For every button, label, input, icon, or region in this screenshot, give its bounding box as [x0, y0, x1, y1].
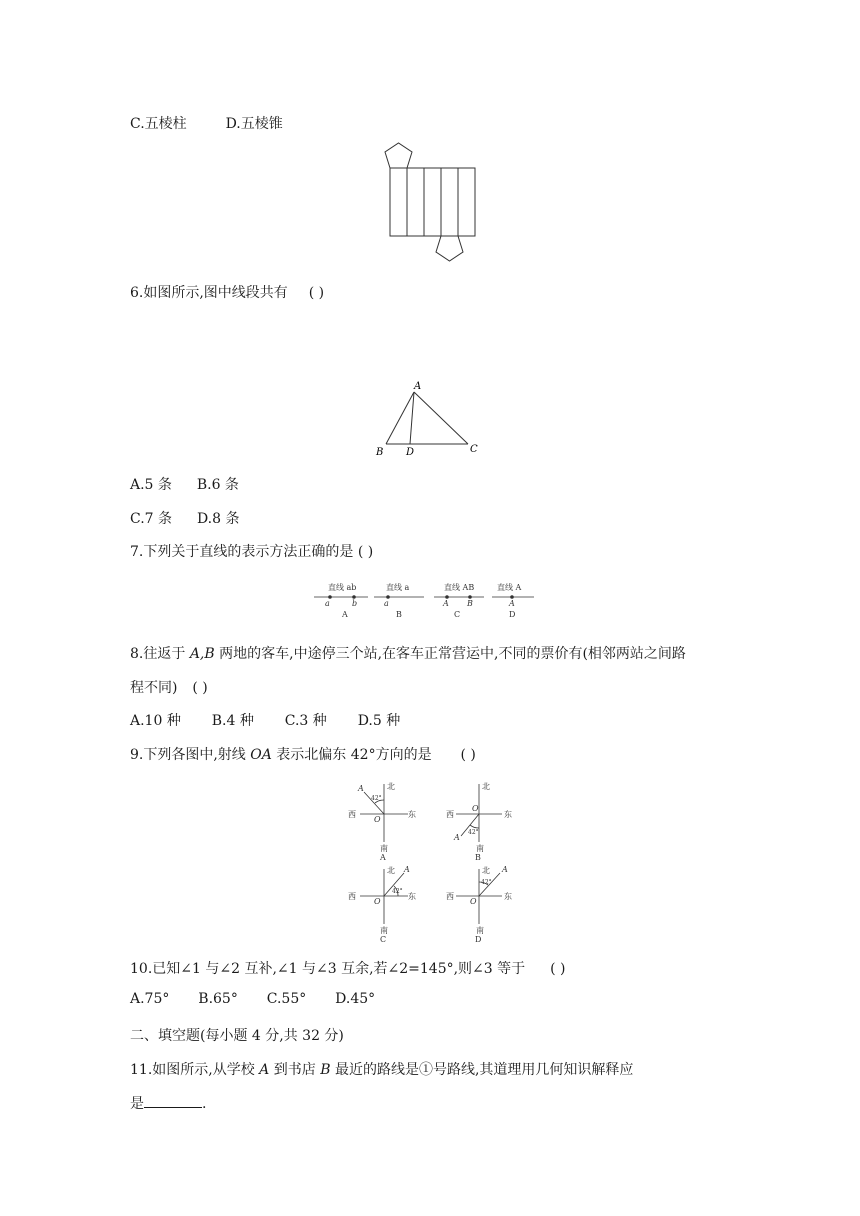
q6-answer-paren: ( )	[308, 285, 325, 301]
q7-caption-b: 直线 a	[386, 583, 410, 592]
label-c: C	[470, 444, 478, 455]
origin-label-c: O	[374, 897, 381, 906]
q10-answer-paren: ( )	[550, 961, 566, 977]
q6-option-c: C.7 条	[130, 511, 173, 527]
east-label-c: 东	[408, 892, 416, 901]
compass-panel-d	[446, 865, 512, 944]
q7-letter-d: D	[509, 610, 516, 619]
q11-stem-line2-post: .	[202, 1096, 207, 1112]
q6-stem-text: 6.如图所示,图中线段共有	[130, 285, 288, 301]
q9-answer-paren: ( )	[460, 747, 476, 763]
ray-label-d: A	[502, 865, 508, 874]
north-label-c: 北	[387, 866, 395, 875]
q8-option-d: D.5 种	[357, 713, 401, 729]
q11-stem-line1	[130, 1059, 633, 1079]
q7-caption-d: 直线 A	[497, 583, 522, 592]
q5-option-d: D.五棱锥	[225, 116, 283, 132]
q8-option-a: A.10 种	[130, 713, 181, 729]
west-label-d: 西	[446, 892, 454, 901]
q11-stem-post: 最近的路线是①号路线,其道理用几何知识解释应	[330, 1062, 634, 1078]
q11-answer-blank[interactable]	[144, 1095, 202, 1108]
q10-option-b: B.65°	[198, 991, 238, 1007]
compass-panel-b	[446, 781, 512, 862]
q7-point-b1: a	[384, 599, 389, 608]
angle-label-b: 42°	[468, 829, 479, 836]
q8-options	[130, 710, 400, 730]
line-notation-figure	[312, 578, 542, 620]
q5-option-c: C.五棱柱	[130, 116, 187, 132]
q11-stem-mid: 到书店	[269, 1062, 321, 1078]
compass-letter-c: C	[380, 935, 387, 944]
q8-stem-post: 两地的客车,中途停三个站,在客车正常营运中,不同的票价有(相邻两站之间路	[214, 646, 686, 662]
q10-option-d: D.45°	[335, 991, 376, 1007]
prism-lateral-face	[390, 168, 475, 236]
q9-stem-post: 表示北偏东 42°方向的是	[271, 747, 432, 763]
compass-letter-b: B	[475, 853, 481, 862]
q11-stem-line2	[130, 1093, 206, 1113]
label-d: D	[406, 447, 415, 458]
q7-letter-a: A	[342, 610, 348, 619]
north-label-a: 北	[387, 782, 395, 791]
q7-letter-b: B	[396, 610, 402, 619]
east-label-a: 东	[408, 810, 416, 819]
south-label-a: 南	[380, 844, 388, 853]
q7-point-c1: A	[443, 599, 449, 608]
q9-stem-ray: OA	[250, 747, 272, 763]
compass-letter-a: A	[380, 853, 386, 862]
q10-options	[130, 991, 375, 1007]
q10-stem	[130, 958, 565, 978]
q7-point-d1: A	[509, 599, 515, 608]
south-label-c: 南	[380, 926, 388, 935]
q5-options	[130, 113, 283, 133]
q8-answer-paren: ( )	[192, 680, 208, 696]
q10-stem-text: 10.已知∠1 与∠2 互补,∠1 与∠3 互余,若∠2=145°,则∠3 等于	[130, 961, 526, 977]
q6-options-row1	[130, 474, 239, 494]
q7-letter-c: C	[454, 610, 461, 619]
q9-stem	[130, 744, 476, 764]
north-label-b: 北	[482, 782, 490, 791]
bottom-pentagon	[436, 236, 463, 261]
ray-label-b: A	[454, 833, 460, 842]
q9-stem-pre: 9.下列各图中,射线	[130, 747, 251, 763]
label-a: A	[414, 381, 422, 392]
section-title: 二、填空题(每小题 4 分,共 32 分)	[130, 1028, 344, 1044]
q7-answer-paren: ( )	[357, 544, 374, 560]
west-label-a: 西	[348, 810, 356, 819]
q8-stem-line2	[130, 677, 208, 697]
q10-option-c: C.55°	[266, 991, 307, 1007]
q7-caption-c: 直线 AB	[444, 583, 475, 592]
ray-label-a: A	[358, 784, 364, 793]
triangle-figure	[370, 378, 490, 460]
q8-stem-line1	[130, 643, 686, 663]
compass-figures	[340, 776, 530, 946]
west-label-c: 西	[348, 892, 356, 901]
q8-option-b: B.4 种	[211, 713, 254, 729]
q11-point-a: A	[259, 1062, 270, 1078]
label-b: B	[376, 447, 384, 458]
q7-caption-a: 直线 ab	[328, 583, 357, 592]
q7-point-c2: B	[467, 599, 473, 608]
q8-stem-pre: 8.往返于	[130, 646, 190, 662]
east-label-d: 东	[504, 892, 512, 901]
top-pentagon	[385, 143, 412, 168]
q8-stem-points: A,B	[189, 646, 215, 662]
q7-point-a1: a	[325, 599, 330, 608]
origin-label-d: O	[470, 897, 477, 906]
q6-stem	[130, 282, 324, 302]
compass-panel-c	[348, 865, 416, 944]
q11-stem-line2-pre: 是	[130, 1096, 144, 1112]
north-label-d: 北	[482, 866, 490, 875]
q6-option-a: A.5 条	[130, 477, 172, 493]
q7-stem-text: 7.下列关于直线的表示方法正确的是	[130, 544, 354, 560]
q11-stem-pre: 11.如图所示,从学校	[130, 1062, 260, 1078]
origin-label-a: O	[374, 815, 381, 824]
west-label-b: 西	[446, 810, 454, 819]
compass-panel-a	[348, 781, 416, 862]
q8-stem-line2-text: 程不同)	[130, 680, 178, 696]
compass-letter-d: D	[475, 935, 482, 944]
q7-point-a2: b	[352, 599, 358, 608]
q7-stem	[130, 541, 373, 561]
angle-label-a: 42°	[371, 795, 382, 802]
south-label-b: 南	[476, 844, 484, 853]
angle-label-c: 42°	[392, 888, 403, 895]
q10-option-a: A.75°	[130, 991, 170, 1007]
q8-option-c: C.3 种	[284, 713, 327, 729]
east-label-b: 东	[504, 810, 512, 819]
south-label-d: 南	[476, 926, 484, 935]
q11-point-b: B	[320, 1062, 331, 1078]
ray-label-c: A	[404, 865, 410, 874]
q6-option-d: D.8 条	[196, 511, 240, 527]
q6-option-b: B.6 条	[196, 477, 239, 493]
origin-label-b: O	[472, 804, 479, 813]
angle-label-d: 42°	[481, 879, 492, 886]
q6-options-row2	[130, 508, 239, 528]
prism-net-figure	[370, 138, 490, 268]
